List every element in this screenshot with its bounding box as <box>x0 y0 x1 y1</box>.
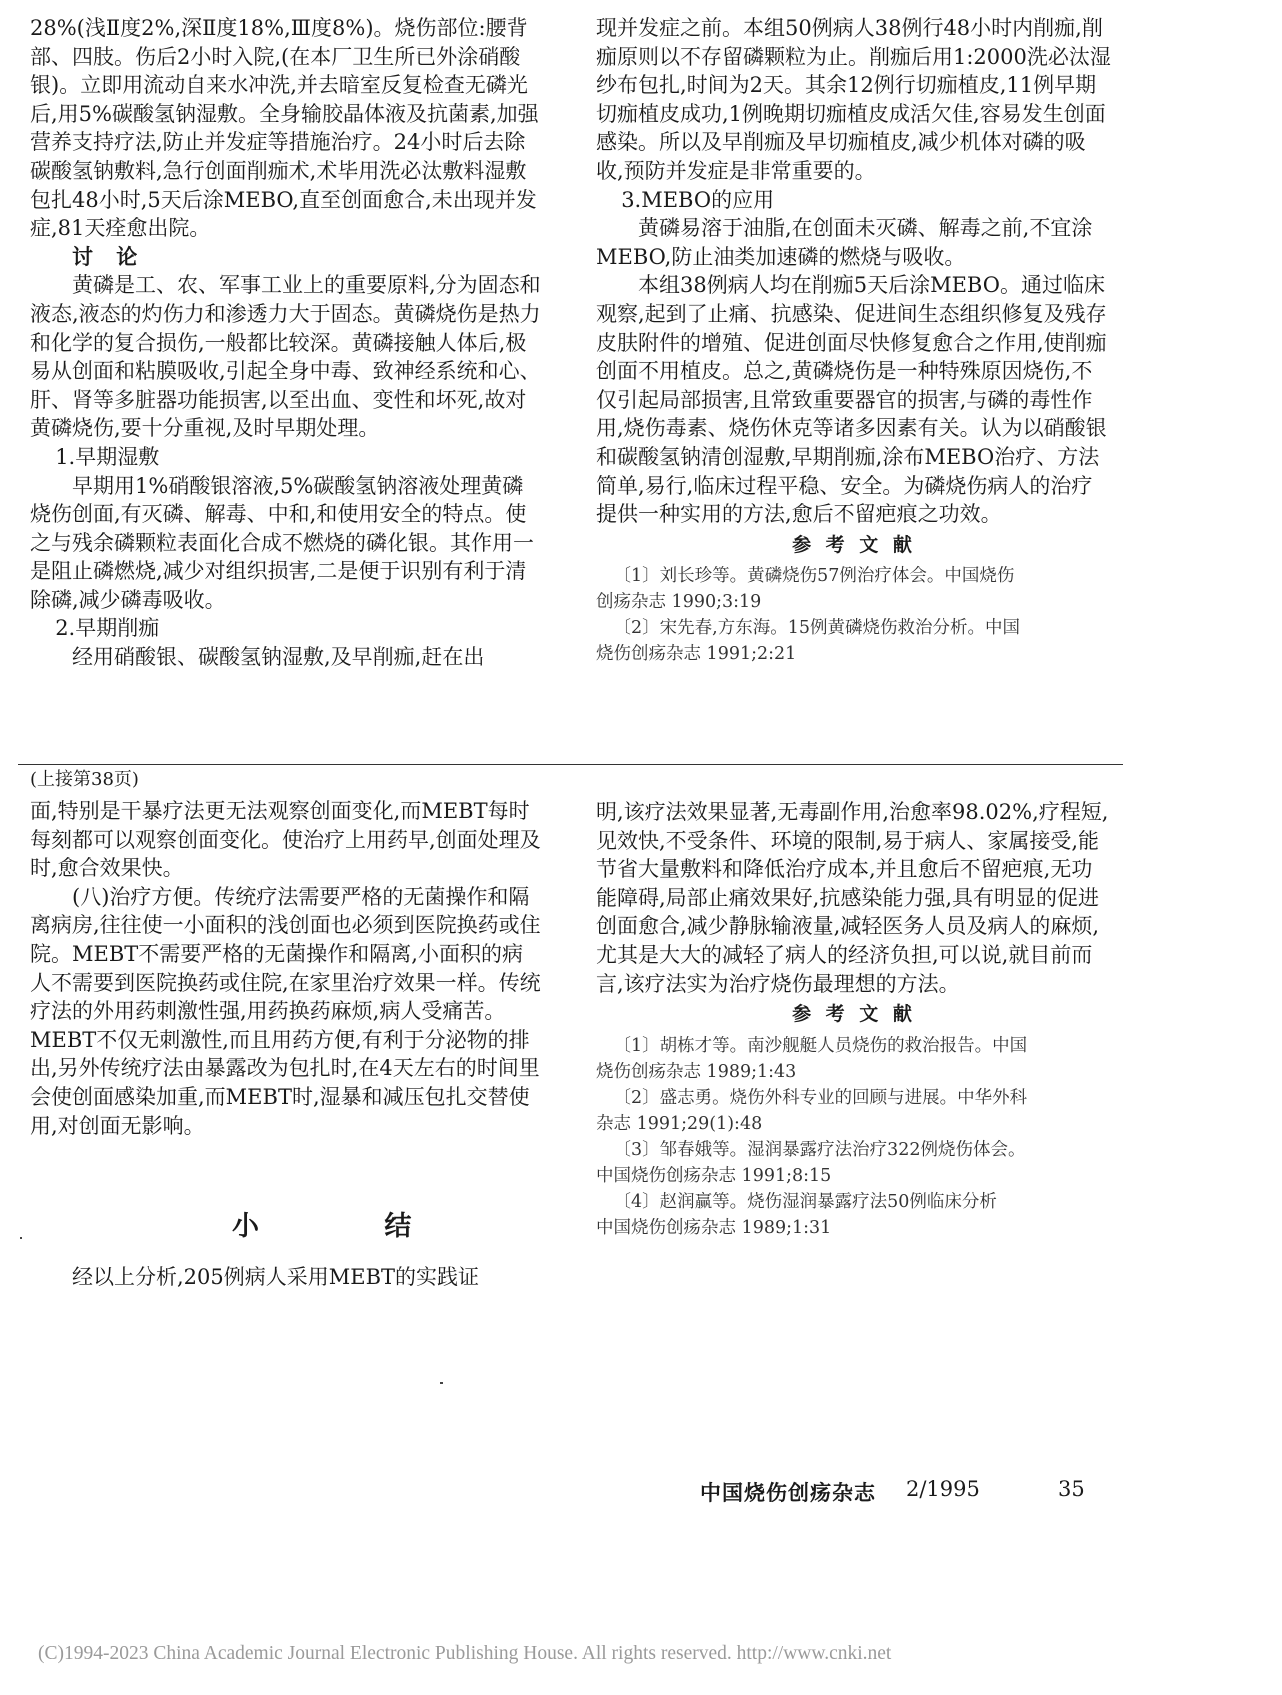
reference-line: 〔2〕宋先春,方东海。15例黄磷烧伤救治分析。中国 <box>613 618 1020 639</box>
paragraph: 黄磷是工、农、军事工业上的重要原料,分为固态和液态,液态的灼伤力和渗透力大于固态。黄磷烧伤是热力和化学的复合损伤,一般都比较深。黄磷接触人体后,极易从创面和粘膜吸收,引起全身中毒、致神经系统和心、肝、肾等多脏器功能损害,以至出血、变性和坏死,故对黄磷烧伤,要十分重视,及时早期处理。 <box>30 273 541 441</box>
paragraph: (八)治疗方便。传统疗法需要严格的无菌操作和隔离病房,往往使一小面积的浅创面也必须到医院换药或住院。MEBT不需要严格的无菌操作和隔离,小面积的病人不需要到医院换药或住院,在家里治疗效果一样。传统疗法的外用药刺激性强,用药换药麻烦,病人受痛苦。MEBT不仅无刺激性,而且用药方便,有利于分泌物的排出,另外传统疗法由暴露改为包扎时,在4天左右的时间里会使创面感染加重,而MEBT时,湿暴和减压包扎交替使用,对创面无影响。 <box>30 884 541 1138</box>
reference-line: 〔2〕盛志勇。烧伤外科专业的回顾与进展。中华外科 <box>613 1087 1028 1108</box>
reference-line: 中国烧伤创疡杂志 1989;1:31 <box>596 1217 832 1238</box>
continued-note: (上接第38页) <box>30 769 139 790</box>
paragraph: 本组38例病人均在削痂5天后涂MEBO。通过临床观察,起到了止痛、抗感染、促进间生态组织修复及残存皮肤附件的增殖、促进创面尽快修复愈合之作用,使削痂创面不用植皮。总之,黄磷烧伤是一种特殊原因烧伤,不仅引起局部损害,且常致重要器官的损害,与磷的毒性作用,烧伤毒素、烧伤休克等诸多因素有关。认为以硝酸银和碳酸氢钠清创湿敷,早期削痂,涂布MEBO治疗、方法简单,易行,临床过程平稳、安全。为磷烧伤病人的治疗提供一种实用的方法,愈后不留疤痕之功效。 <box>596 273 1107 527</box>
top-right-column <box>596 14 1112 667</box>
bottom-left-column <box>30 773 542 1140</box>
summary-paragraph: 经以上分析,205例病人采用MEBT的实践证 <box>72 1265 480 1289</box>
section-heading-discussion: 讨 论 <box>72 243 146 269</box>
references-title: 参 考 文 献 <box>792 533 916 556</box>
reference-item <box>596 1137 1112 1189</box>
footer-page-number: 35 <box>1058 1477 1085 1501</box>
top-left-column <box>30 14 542 672</box>
paragraph: 明,该疗法效果显著,无毒副作用,治愈率98.02%,疗程短,见效快,不受条件、环境的限制,易于病人、家属接受,能节省大量敷料和降低治疗成本,并且愈后不留疤痕,无功能障碍,局部止痛效果好,抗感染能力强,具有明显的促进创面愈合,减少静脉输液量,减轻医务人员及病人的麻烦,尤其是大大的减轻了病人的经济负担,可以说,就目前而言,该疗法实为治疗烧伤最理想的方法。 <box>596 800 1109 996</box>
reference-line: 创疡杂志 1990;3:19 <box>596 592 762 613</box>
references-title: 参 考 文 献 <box>792 1003 916 1026</box>
reference-line: 中国烧伤创疡杂志 1991;8:15 <box>596 1165 832 1186</box>
reference-line: 〔4〕赵润赢等。烧伤湿润暴露疗法50例临床分析 <box>613 1191 997 1212</box>
scan-speck <box>440 1382 443 1384</box>
paragraph: 经用硝酸银、碳酸氢钠湿敷,及早削痂,赶在出 <box>72 645 485 670</box>
reference-line: 〔1〕胡栋才等。南沙舰艇人员烧伤的救治报告。中国 <box>613 1035 1028 1056</box>
paragraph: 黄磷易溶于油脂,在创面未灭磷、解毒之前,不宜涂MEBO,防止油类加速磷的燃烧与吸收。 <box>596 216 1093 269</box>
copyright-notice: (C)1994-2023 China Academic Journal Electronic Publishing House. All rights reserved. http://www.cnki.net <box>38 1643 892 1664</box>
footer-journal-name: 中国烧伤创疡杂志 <box>700 1480 876 1505</box>
subheading-early-wet-dressing: 1.早期湿敷 <box>55 444 160 469</box>
footer-issue: 2/1995 <box>906 1477 980 1501</box>
summary-heading: 小 结 <box>232 1211 470 1242</box>
reference-line: 杂志 1991;29(1):48 <box>596 1113 763 1134</box>
reference-item <box>596 615 1112 667</box>
reference-item <box>596 1189 1112 1241</box>
reference-line: 〔1〕刘长珍等。黄磷烧伤57例治疗体会。中国烧伤 <box>613 566 1015 587</box>
paragraph: 28%(浅Ⅱ度2%,深Ⅱ度18%,Ⅲ度8%)。烧伤部位:腰背部、四肢。伤后2小时入院,(在本厂卫生所已外涂硝酸银)。立即用流动自来水冲洗,并去暗室反复检查无磷光后,用5%碳酸氢钠湿敷。全身输胶晶体液及抗菌素,加强营养支持疗法,防止并发症等措施治疗。24小时后去除碳酸氢钠敷料,急行创面削痂术,术毕用洗必汰敷料湿敷包扎48小时,5天后涂MEBO,直至创面愈合,未出现并发症,81天痊愈出院。 <box>30 16 539 241</box>
reference-item <box>596 1033 1112 1085</box>
reference-item <box>596 1085 1112 1137</box>
reference-line: 〔3〕邹春娥等。湿润暴露疗法治疗322例烧伤体会。 <box>613 1139 1026 1160</box>
paragraph: 面,特别是干暴疗法更无法观察创面变化,而MEBT每时每刻都可以观察创面变化。使治疗上用药早,创面处理及时,愈合效果快。 <box>30 799 541 881</box>
paragraph: 早期用1%硝酸银溶液,5%碳酸氢钠溶液处理黄磷烧伤创面,有灭磷、解毒、中和,和使用安全的特点。使之与残余磷颗粒表面化合成不燃烧的磷化银。其作用一是阻止磷燃烧,减少对组织损害,二是便于识别有利于清除磷,减少磷毒吸收。 <box>30 473 534 612</box>
subheading-early-escharectomy: 2.早期削痂 <box>55 616 160 641</box>
bottom-right-column <box>596 798 1112 1241</box>
subheading-mebo-application: 3.MEBO的应用 <box>621 187 775 212</box>
paragraph: 现并发症之前。本组50例病人38例行48小时内削痂,削痂原则以不存留磷颗粒为止。削痂后用1:2000洗必汰湿纱布包扎,时间为2天。其余12例行切痂植皮,11例早期切痂植皮成功,1例晚期切痂植皮成活欠佳,容易发生创面感染。所以及早削痂及早切痂植皮,减少机体对磷的吸收,预防并发症是非常重要的。 <box>596 16 1111 183</box>
scan-speck <box>20 1237 22 1239</box>
reference-line: 烧伤创疡杂志 1989;1:43 <box>596 1061 797 1082</box>
section-divider <box>18 764 1123 765</box>
reference-line: 烧伤创疡杂志 1991;2:21 <box>596 644 797 665</box>
reference-item <box>596 563 1112 615</box>
